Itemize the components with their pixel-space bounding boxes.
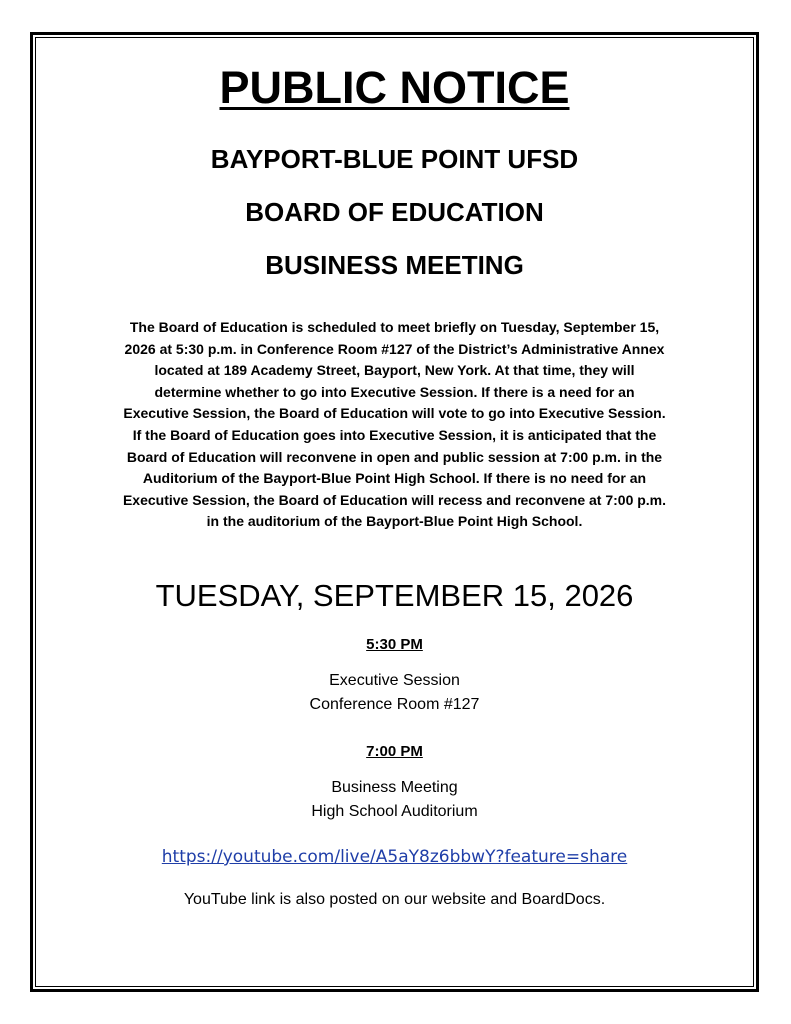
body-line: Executive Session, the Board of Education will vote to go into Executive Session. — [123, 405, 666, 422]
session-name-executive: Executive Session — [329, 672, 460, 689]
body-line: Auditorium of the Bayport-Blue Point High School. If there is no need for an — [142, 470, 647, 487]
meeting-type: BUSINESS MEETING — [265, 250, 524, 280]
footer-note: YouTube link is also posted on our website and BoardDocs. — [183, 891, 606, 908]
session-time-executive: 5:30 PM — [366, 636, 423, 653]
session-name-business: Business Meeting — [331, 779, 458, 796]
session-time-business: 7:00 PM — [366, 743, 423, 760]
body-line: 2026 at 5:30 p.m. in Conference Room #127 of the District’s Administrative Annex — [124, 340, 665, 357]
body-line: Executive Session, the Board of Education will recess and reconvene at 7:00 p.m. — [122, 491, 667, 508]
body-line: Board of Education will reconvene in open and public session at 7:00 p.m. in the — [126, 448, 663, 465]
district-name: BAYPORT-BLUE POINT UFSD — [210, 144, 579, 174]
body-line: The Board of Education is scheduled to meet briefly on Tuesday, September 15, — [129, 319, 660, 335]
meeting-date: TUESDAY, SEPTEMBER 15, 2026 — [155, 578, 634, 613]
body-line: determine whether to go into Executive Session. If there is a need for an — [154, 383, 635, 400]
session-location-business: High School Auditorium — [311, 803, 478, 820]
body-line: If the Board of Education goes into Executive Session, it is anticipated that the — [132, 426, 657, 443]
notice-title: PUBLIC NOTICE — [219, 62, 570, 113]
body-line: in the auditorium of the Bayport-Blue Point High School. — [206, 513, 583, 530]
body-line: located at 189 Academy Street, Bayport, New York. At that time, they will — [154, 362, 635, 379]
board-name: BOARD OF EDUCATION — [245, 197, 544, 227]
session-location-executive: Conference Room #127 — [309, 696, 480, 713]
notice-body — [88, 317, 701, 533]
youtube-link[interactable]: https://youtube.com/live/A5aY8z6bbwY?feature=share — [161, 847, 628, 867]
